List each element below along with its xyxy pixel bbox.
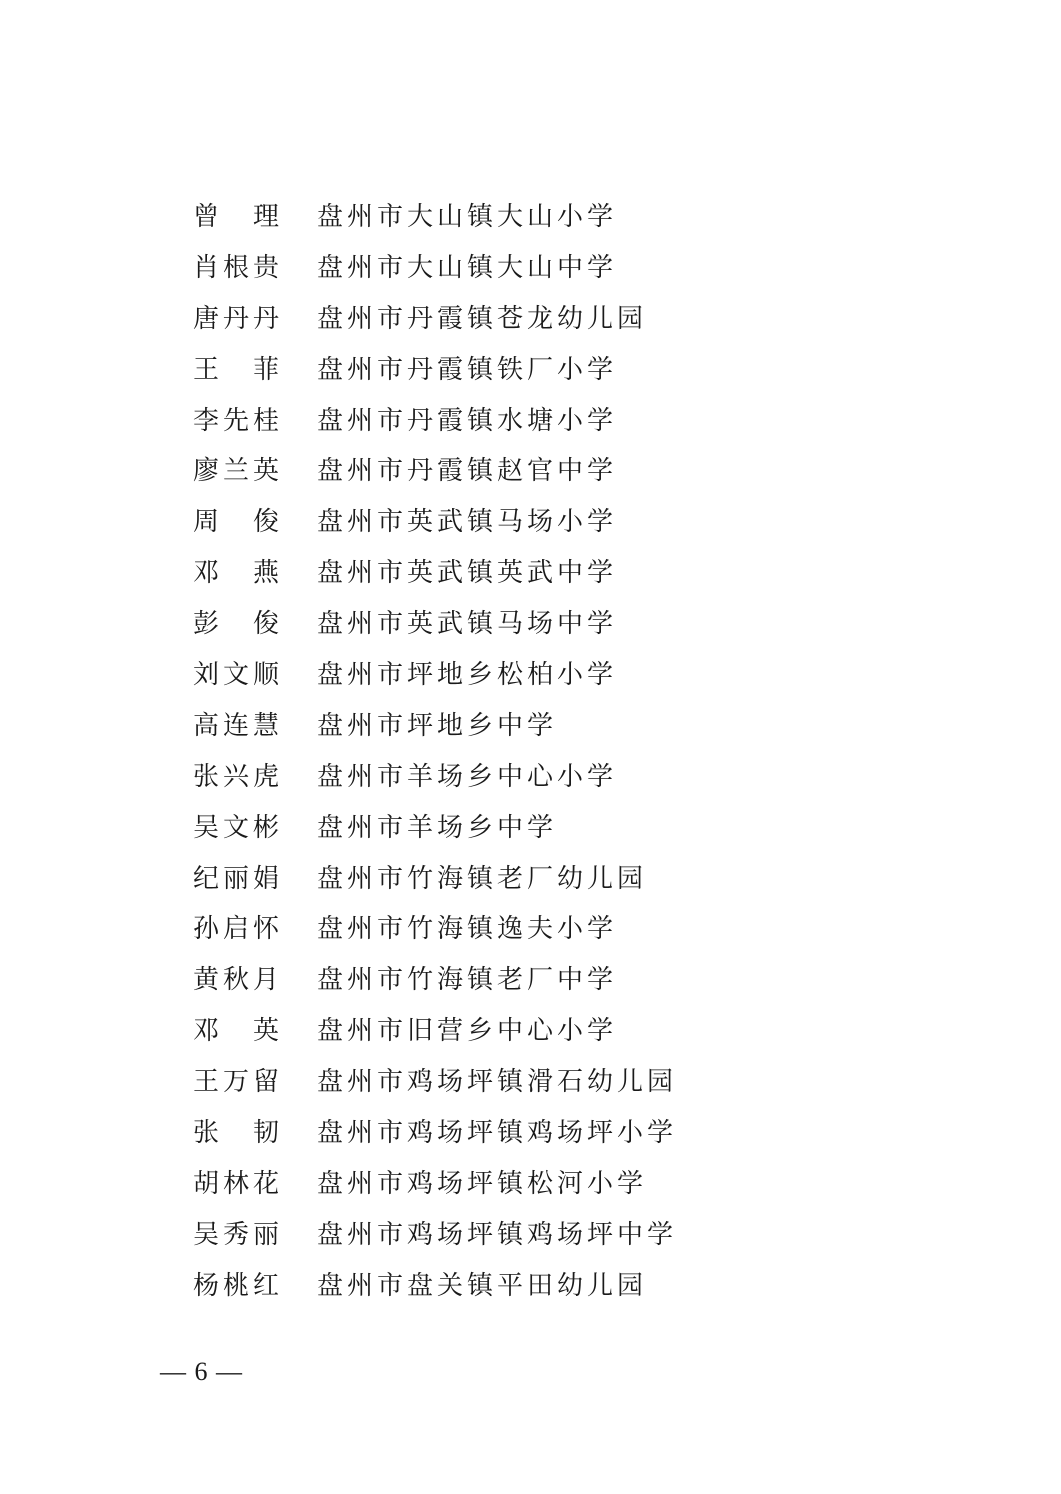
list-item <box>193 1258 893 1309</box>
person-name: 邓 英 <box>193 1016 284 1047</box>
person-name: 张兴虎 <box>193 761 284 792</box>
name-list <box>193 189 893 1309</box>
list-item <box>193 749 893 800</box>
person-name: 唐丹丹 <box>193 303 284 334</box>
work-unit: 盘州市旧营乡中心小学 <box>317 1016 618 1047</box>
list-item <box>193 1105 893 1156</box>
list-item <box>193 393 893 444</box>
work-unit: 盘州市大山镇大山小学 <box>317 201 618 232</box>
person-name: 肖根贵 <box>193 252 284 283</box>
work-unit: 盘州市鸡场坪镇鸡场坪中学 <box>317 1219 678 1250</box>
work-unit: 盘州市竹海镇逸夫小学 <box>317 914 618 945</box>
list-item <box>193 189 893 240</box>
work-unit: 盘州市丹霞镇赵官中学 <box>317 456 618 487</box>
work-unit: 盘州市丹霞镇铁厂小学 <box>317 354 618 385</box>
person-name: 高连慧 <box>193 710 284 741</box>
list-item <box>193 1003 893 1054</box>
list-item <box>193 291 893 342</box>
person-name: 邓 燕 <box>193 558 284 589</box>
list-item <box>193 342 893 393</box>
list-item <box>193 901 893 952</box>
work-unit: 盘州市坪地乡松柏小学 <box>317 659 618 690</box>
work-unit: 盘州市英武镇马场小学 <box>317 507 618 538</box>
person-name: 孙启怀 <box>193 914 284 945</box>
list-item <box>193 240 893 291</box>
person-name: 王 菲 <box>193 354 284 385</box>
person-name: 吴文彬 <box>193 812 284 843</box>
work-unit: 盘州市竹海镇老厂中学 <box>317 965 618 996</box>
list-item <box>193 1156 893 1207</box>
person-name: 杨桃红 <box>193 1270 284 1301</box>
work-unit: 盘州市羊场乡中心小学 <box>317 761 618 792</box>
work-unit: 盘州市鸡场坪镇滑石幼儿园 <box>317 1067 678 1098</box>
list-item <box>193 545 893 596</box>
list-item <box>193 698 893 749</box>
work-unit: 盘州市鸡场坪镇鸡场坪小学 <box>317 1117 678 1148</box>
work-unit: 盘州市大山镇大山中学 <box>317 252 618 283</box>
work-unit: 盘州市盘关镇平田幼儿园 <box>317 1270 648 1301</box>
list-item <box>193 494 893 545</box>
person-name: 曾 理 <box>193 201 284 232</box>
person-name: 王万留 <box>193 1067 284 1098</box>
work-unit: 盘州市羊场乡中学 <box>317 812 558 843</box>
list-item <box>193 443 893 494</box>
person-name: 吴秀丽 <box>193 1219 284 1250</box>
person-name: 刘文顺 <box>193 659 284 690</box>
list-item <box>193 800 893 851</box>
work-unit: 盘州市竹海镇老厂幼儿园 <box>317 863 648 894</box>
person-name: 张 韧 <box>193 1117 284 1148</box>
work-unit: 盘州市丹霞镇苍龙幼儿园 <box>317 303 648 334</box>
person-name: 黄秋月 <box>193 965 284 996</box>
work-unit: 盘州市英武镇英武中学 <box>317 558 618 589</box>
work-unit: 盘州市丹霞镇水塘小学 <box>317 405 618 436</box>
list-item <box>193 1207 893 1258</box>
list-item <box>193 1054 893 1105</box>
list-item <box>193 596 893 647</box>
person-name: 彭 俊 <box>193 609 284 640</box>
person-name: 李先桂 <box>193 405 284 436</box>
list-item <box>193 851 893 902</box>
person-name: 廖兰英 <box>193 456 284 487</box>
work-unit: 盘州市英武镇马场中学 <box>317 609 618 640</box>
work-unit: 盘州市坪地乡中学 <box>317 710 558 741</box>
person-name: 纪丽娟 <box>193 863 284 894</box>
page-number: — 6 — <box>160 1357 243 1386</box>
list-item <box>193 647 893 698</box>
person-name: 胡林花 <box>193 1168 284 1199</box>
work-unit: 盘州市鸡场坪镇松河小学 <box>317 1168 648 1199</box>
person-name: 周 俊 <box>193 507 284 538</box>
list-item <box>193 952 893 1003</box>
